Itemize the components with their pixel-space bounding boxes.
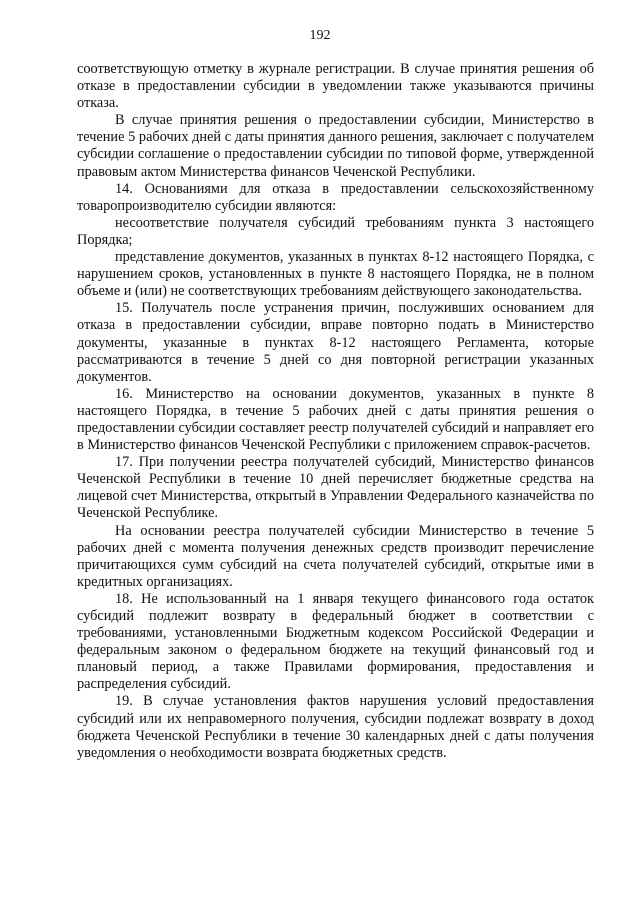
- page-number: 192: [309, 28, 331, 43]
- paragraph-15: 15. Получатель после устранения причин, послуживших основанием для отказа в предоставлении субсидии, вправе повторно подать в Министерство документы, указанные в пунктах 8-12 настоящего Регламента, которые рассматриваются в течение 5 дней со дня повторной регистрации указанных документов.: [77, 300, 594, 385]
- paragraph-14-item-2: представление документов, указанных в пунктах 8-12 настоящего Порядка, с нарушением сроков, установленных в пункте 8 настоящего Порядка, не в полном объеме и (или) не соответствующих требованиям действующего законодательства.: [77, 249, 594, 300]
- paragraph-subsidy-decision: В случае принятия решения о предоставлении субсидии, Министерство в течение 5 рабочих дней с даты принятия данного решения, заключает с получателем субсидии соглашение о предоставлении субсидии по типовой форме, утвержденной правовым актом Министерства финансов Чеченской Республики.: [77, 112, 594, 180]
- document-body: [77, 61, 594, 762]
- paragraph-17: 17. При получении реестра получателей субсидий, Министерство финансов Чеченской Республики в течение 10 дней перечисляет бюджетные средства на лицевой счет Министерства, открытый в Управлении Федерального казначейства по Чеченской Республике.: [77, 454, 594, 522]
- paragraph-18: 18. Не использованный на 1 января текущего финансового года остаток субсидий подлежит возврату в федеральный бюджет в соответствии с требованиями, установленными Бюджетным кодексом Российской Федерации и федеральным законом о федеральном бюджете на текущий финансовый год и плановый период, а также Правилами формирования, предоставления и распределения субсидий.: [77, 590, 594, 693]
- paragraph-16: 16. Министерство на основании документов, указанных в пункте 8 настоящего Порядка, в течение 5 рабочих дней с даты принятия решения о предоставлении субсидии составляет реестр получателей субсидий и направляет его в Министерство финансов Чеченской Республики с приложением справок-расчетов.: [77, 385, 594, 454]
- paragraph-19: 19. В случае установления фактов нарушения условий предоставления субсидий или их неправомерного получения, субсидии подлежат возврату в доход бюджета Чеченской Республики в течение 30 календарных дней с даты получения уведомления о необходимости возврата бюджетных средств.: [77, 693, 594, 761]
- paragraph-17-registry: На основании реестра получателей субсидии Министерство в течение 5 рабочих дней с момента получения денежных средств производит перечисление причитающихся сумм субсидий на счета получателей субсидий, открытые ими в кредитных организациях.: [77, 522, 594, 590]
- paragraph-14-item-1: несоответствие получателя субсидий требованиям пункта 3 настоящего Порядка;: [77, 214, 594, 248]
- paragraph-14: 14. Основаниями для отказа в предоставлении сельскохозяйственному товаропроизводителю субсидии являются:: [77, 180, 594, 214]
- paragraph-continuation: соответствующую отметку в журнале регистрации. В случае принятия решения об отказе в предоставлении субсидии в уведомлении также указываются причины отказа.: [77, 61, 594, 112]
